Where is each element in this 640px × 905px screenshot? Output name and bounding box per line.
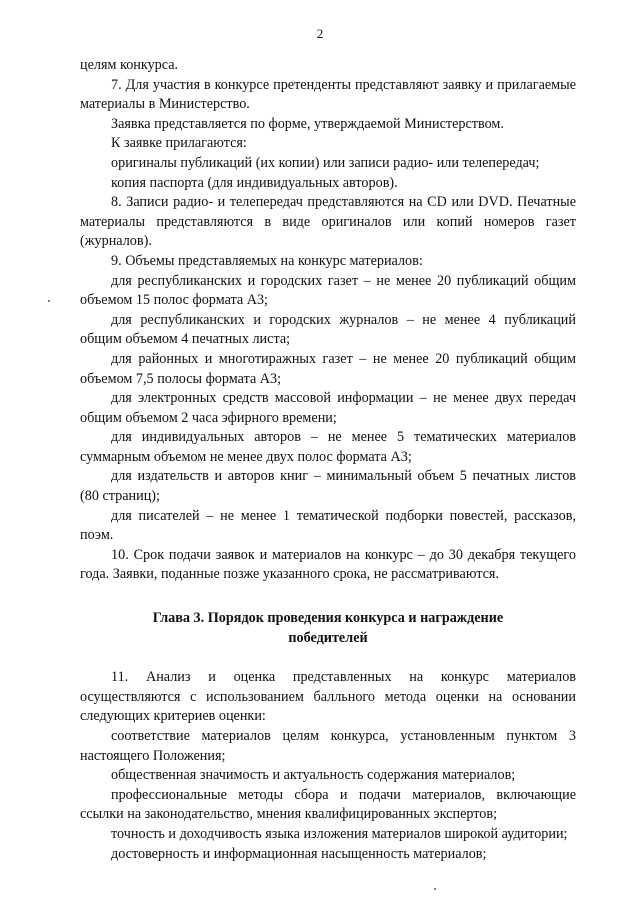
paragraph: 8. Записи радио- и телепередач представляются на CD или DVD. Печатные материалы представляются в виде оригиналов или копий номеров газет (журналов). xyxy=(80,194,576,250)
paragraph: 10. Срок подачи заявок и материалов на конкурс – до 30 декабря текущего года. Заявки, поданные позже указанного срока, не рассматриваются. xyxy=(80,546,576,583)
paragraph: К заявке прилагаются: xyxy=(111,135,247,152)
paragraph: для индивидуальных авторов – не менее 5 тематических материалов суммарным объемом не менее двух полос формата А3; xyxy=(80,429,576,465)
paragraph: точность и доходчивость языка изложения материалов широкой аудитории; xyxy=(111,825,568,842)
paragraph: 11. Анализ и оценка представленных на конкурс материалов осуществляются с использованием балльного метода оценки на основании следующих критериев оценки: xyxy=(80,669,576,725)
paragraph: Заявка представляется по форме, утверждаемой Министерством. xyxy=(111,115,504,132)
paragraph: соответствие материалов целям конкурса, установленным пунктом 3 настоящего Положения; xyxy=(80,728,576,764)
scan-speck xyxy=(434,888,436,890)
paragraph: целям конкурса. xyxy=(80,57,179,73)
paragraph: для районных и многотиражных газет – не менее 20 публикаций общим объемом 7,5 полосы формата А3; xyxy=(80,350,576,387)
document-body xyxy=(80,56,576,864)
paragraph: для республиканских и городских газет – не менее 20 публикаций общим объемом 15 полос формата А3; xyxy=(80,272,576,309)
paragraph: 7. Для участия в конкурсе претенденты представляют заявку и прилагаемые материалы в Министерство. xyxy=(80,76,576,113)
paragraph: для писателей – не менее 1 тематической подборки повестей, рассказов, поэм. xyxy=(80,507,576,544)
paragraph: 9. Объемы представляемых на конкурс материалов: xyxy=(111,252,423,269)
paragraph: профессиональные методы сбора и подачи материалов, включающие ссылки на законодательство, мнения квалифицированных экспертов; xyxy=(80,786,576,823)
chapter-heading: Глава 3. Порядок проведения конкурса и награждение победителей xyxy=(152,610,504,646)
paragraph: достоверность и информационная насыщенность материалов; xyxy=(111,845,487,862)
page-number: 2 xyxy=(316,26,324,41)
paragraph: оригиналы публикаций (их копии) или записи радио- или телепередач; xyxy=(111,154,540,171)
paragraph: копия паспорта (для индивидуальных авторов). xyxy=(111,174,398,191)
paragraph: для электронных средств массовой информации – не менее двух передач общим объемом 2 часа эфирного времени; xyxy=(80,390,576,426)
paragraph: для издательств и авторов книг – минимальный объем 5 печатных листов (80 страниц); xyxy=(80,468,576,505)
paragraph: для республиканских и городских журналов – не менее 4 публикаций общим объемом 4 печатных листа; xyxy=(80,311,576,348)
paragraph: общественная значимость и актуальность содержания материалов; xyxy=(111,767,516,784)
scan-speck xyxy=(48,300,50,302)
